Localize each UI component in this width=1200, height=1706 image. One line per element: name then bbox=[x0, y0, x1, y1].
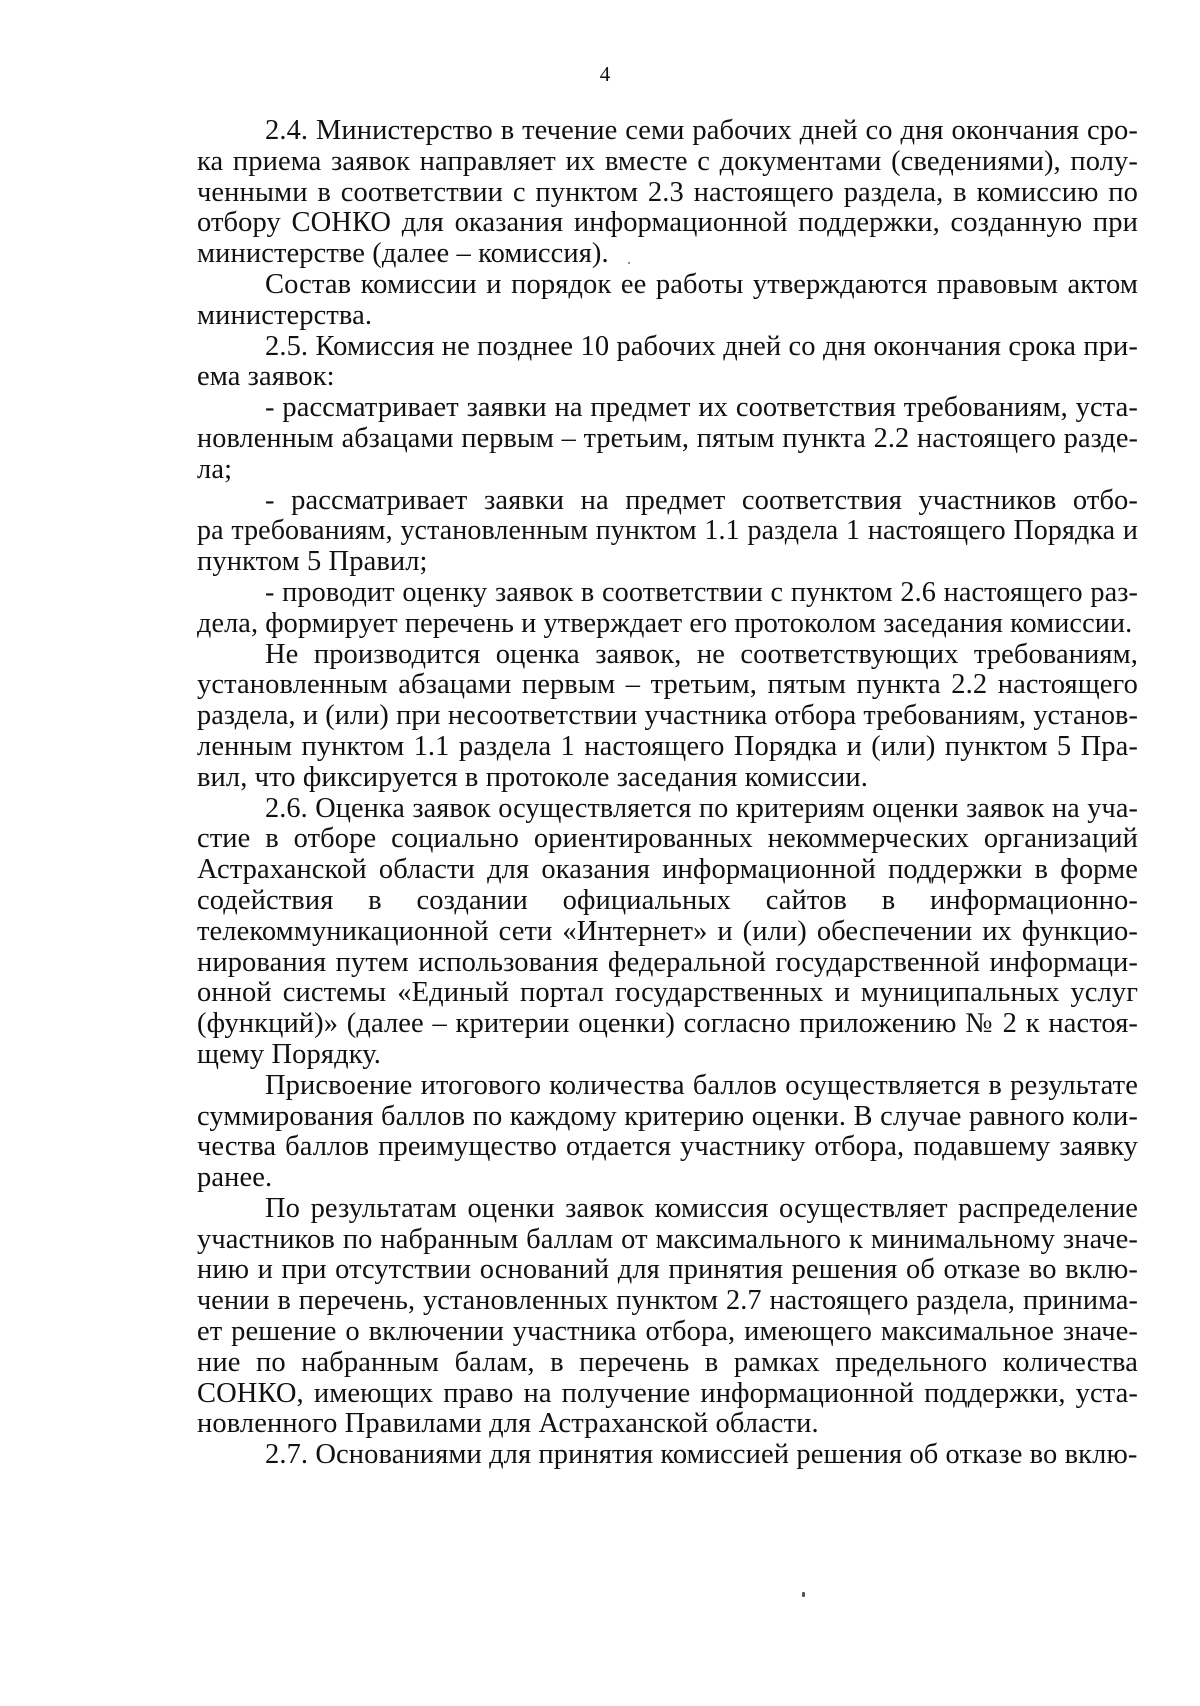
text-line: нирования путем использования федеральной государственной информаци- bbox=[197, 946, 1138, 978]
text-line: 2.4. Министерство в течение семи рабочих дней со дня окончания сро- bbox=[265, 115, 1138, 146]
paragraph bbox=[197, 393, 1138, 485]
text-line: чества баллов преимущество отдается участнику отбора, подавшему заявку bbox=[197, 1131, 1138, 1163]
text-line: пунктом 5 Правил; bbox=[197, 546, 428, 578]
paragraph bbox=[197, 1194, 1138, 1440]
text-line: 2.5. Комиссия не позднее 10 рабочих дней со дня окончания срока при- bbox=[265, 330, 1138, 362]
text-line: новленным абзацами первым – третьим, пятым пункта 2.2 настоящего разде- bbox=[197, 422, 1138, 454]
text-line: вил, что фиксируется в протоколе заседания комиссии. bbox=[197, 761, 868, 793]
text-line: (функций)» (далее – критерии оценки) согласно приложению № 2 к настоя- bbox=[197, 1008, 1138, 1040]
text-line: ранее. bbox=[197, 1162, 273, 1194]
text-line: - проводит оценку заявок в соответствии с пунктом 2.6 настоящего раз- bbox=[265, 576, 1138, 608]
paragraph bbox=[197, 578, 1138, 640]
text-line: ра требованиям, установленным пунктом 1.1 раздела 1 настоящего Порядка и bbox=[197, 515, 1138, 547]
text-line: СОНКО, имеющих право на получение информационной поддержки, уста- bbox=[197, 1377, 1138, 1409]
text-line: щему Порядку. bbox=[197, 1038, 381, 1070]
paragraph bbox=[197, 332, 1138, 394]
text-line: По результатам оценки заявок комиссия осуществляет распределение bbox=[265, 1192, 1138, 1224]
document-body bbox=[197, 116, 1138, 1471]
paragraph bbox=[197, 794, 1138, 1071]
text-line: 2.7. Основаниями для принятия комиссией решения об отказе во вклю- bbox=[265, 1439, 1138, 1471]
text-line: ла; bbox=[197, 453, 233, 485]
text-line: дела, формирует перечень и утверждает его протоколом заседания комиссии. bbox=[197, 607, 1133, 639]
text-line: участников по набранным баллам от максимального к минимальному значе- bbox=[197, 1223, 1138, 1255]
text-line: содействия в создании официальных сайтов в информационно- bbox=[197, 884, 1138, 916]
text-line: суммирования баллов по каждому критерию оценки. В случае равного коли- bbox=[197, 1100, 1138, 1132]
text-line: Не производится оценка заявок, не соответствующих требованиям, bbox=[265, 638, 1138, 670]
paragraph bbox=[197, 116, 1138, 270]
text-line: министерства. bbox=[197, 299, 373, 331]
text-line: стие в отборе социально ориентированных некоммерческих организаций bbox=[197, 823, 1138, 855]
text-line: ка приема заявок направляет их вместе с документами (сведениями), полу- bbox=[197, 145, 1138, 177]
text-line: отбору СОНКО для оказания информационной поддержки, созданную при bbox=[197, 207, 1138, 239]
page-number: 4 bbox=[599, 62, 611, 86]
text-line: раздела, и (или) при несоответствии участника отбора требованиям, установ- bbox=[197, 700, 1138, 732]
text-line: ет решение о включении участника отбора, имеющего максимальное значе- bbox=[197, 1316, 1138, 1348]
text-line: ленным пунктом 1.1 раздела 1 настоящего Порядка и (или) пунктом 5 Пра- bbox=[197, 730, 1138, 762]
paragraph bbox=[197, 640, 1138, 794]
scan-artifact bbox=[802, 1592, 805, 1597]
text-line: нию и при отсутствии оснований для принятия решения об отказе во вклю- bbox=[197, 1254, 1138, 1286]
text-line: телекоммуникационной сети «Интернет» и (или) обеспечении их функцио- bbox=[197, 915, 1138, 947]
text-line: установленным абзацами первым – третьим, пятым пункта 2.2 настоящего bbox=[197, 669, 1138, 701]
text-line: Состав комиссии и порядок ее работы утверждаются правовым актом bbox=[265, 268, 1138, 300]
text-line: чении в перечень, установленных пунктом 2.7 настоящего раздела, принима- bbox=[197, 1285, 1138, 1317]
paragraph bbox=[197, 486, 1138, 578]
text-line: 2.6. Оценка заявок осуществляется по критериям оценки заявок на уча- bbox=[265, 792, 1138, 824]
text-line: ема заявок: bbox=[197, 361, 335, 393]
text-line: Присвоение итогового количества баллов осуществляется в результате bbox=[265, 1069, 1138, 1101]
text-line: - рассматривает заявки на предмет соответствия участников отбо- bbox=[265, 484, 1138, 516]
text-line: министерстве (далее – комиссия). bbox=[197, 238, 609, 270]
paragraph bbox=[197, 1440, 1138, 1471]
paragraph bbox=[197, 270, 1138, 332]
text-line: ние по набранным балам, в перечень в рамках предельного количества bbox=[197, 1346, 1138, 1378]
text-line: - рассматривает заявки на предмет их соответствия требованиям, уста- bbox=[265, 392, 1138, 424]
text-line: Астраханской области для оказания информационной поддержки в форме bbox=[197, 854, 1138, 886]
text-line: ченными в соответствии с пунктом 2.3 настоящего раздела, в комиссию по bbox=[197, 176, 1138, 208]
paragraph bbox=[197, 1071, 1138, 1194]
text-line: онной системы «Единый портал государственных и муниципальных услуг bbox=[197, 977, 1138, 1009]
text-line: новленного Правилами для Астраханской области. bbox=[197, 1408, 819, 1440]
